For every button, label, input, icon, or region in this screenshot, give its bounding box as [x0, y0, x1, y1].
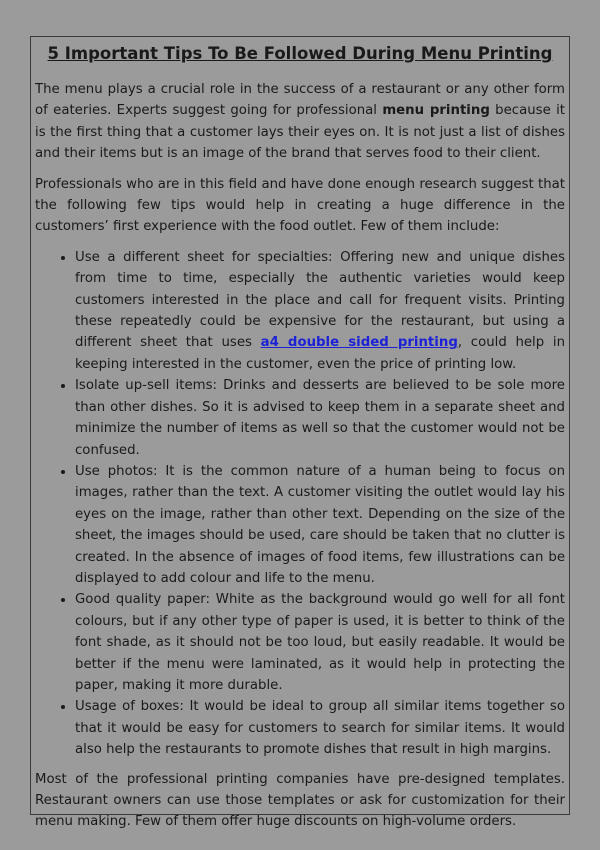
a4-printing-link[interactable]: a4 double sided printing — [260, 335, 458, 351]
page-title: 5 Important Tips To Be Followed During Menu Printing — [47, 44, 553, 63]
intro-text-before: The menu plays a crucial role in the success of a restaurant or any other form of eateries. Experts suggest going for professional — [35, 82, 565, 119]
closing-paragraph: Most of the professional printing companies have pre-designed templates. Restaurant owners can use those templates or ask for customization for their menu making. Few of them offer huge discounts on high-volume orders. — [35, 771, 565, 830]
list-item: • Isolate up-sell items: Drinks and desserts are believed to be sole more than other dishes. So it is advised to keep them in a separate sheet and minimize the number of items as well so that the customer would not be confused. — [75, 375, 565, 461]
document-frame — [30, 36, 570, 830]
tips-list — [35, 247, 565, 761]
tip-1-before: Use a different sheet for specialties: Offering new and unique dishes from time to time, especially the authentic varieties would keep customers interested in the place and call for frequent visits. Printing these repeatedly could be expensive for the restaurant, but using a different sheet that uses — [75, 249, 565, 351]
list-item: • Usage of boxes: It would be ideal to group all similar items together so that it would be easy for customers to search for similar items. It would also help the restaurants to promote dishes that result in high margins. — [75, 696, 565, 760]
intro-paragraph — [35, 79, 565, 165]
research-paragraph: Professionals who are in this field and have done enough research suggest that the following few tips would help in creating a huge difference in the customers’ first experience with the food outlet. Few of them include: — [35, 176, 565, 235]
list-item: • Use photos: It is the common nature of a human being to focus on images, rather than the text. A customer visiting the outlet would lay his eyes on the image, rather than other text. Depending on the size of the sheet, the images should be used, care should be taken that no clutter is created. In the absence of images of food items, few illustrations can be displayed to add colour and life to the menu. — [75, 461, 565, 589]
list-item: • Good quality paper: White as the background would go well for all font colours, but if any other type of paper is used, it is better to think of the font shade, as it should not be too loud, but easily readable. It would be better if the menu were laminated, as it would help in protecting the paper, making it more durable. — [75, 589, 565, 696]
intro-text-after: because it is the first thing that a customer lays their eyes on. It is not just a list of dishes and their items but is an image of the brand that serves food to their client. — [35, 103, 566, 162]
list-item — [75, 247, 565, 375]
intro-bold-term: menu printing — [382, 103, 490, 119]
tip-1-after: , could help in keeping interested in the customer, even the price of printing low. — [75, 335, 565, 372]
